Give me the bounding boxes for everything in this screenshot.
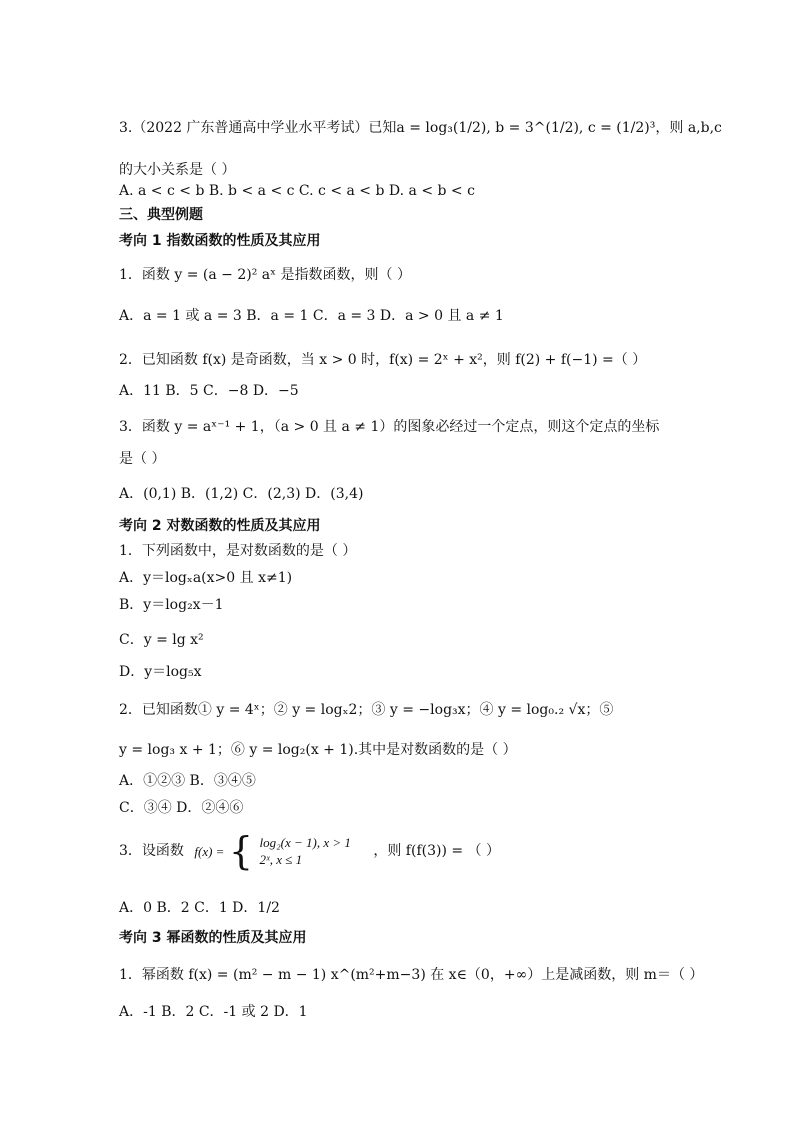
prev-q3-line1: 3.（2022 广东普通高中学业水平考试）已知a = log₃(1/2), b = 3^(1/2), c = (1/2)³，则 a,b,c — [119, 120, 722, 136]
topic2-q1: 1．下列函数中，是对数函数的是（ ） — [119, 543, 357, 559]
topic2-q3-piece1: log₂(x − 1), x > 1 — [259, 835, 351, 850]
piecewise-brace-icon: { — [228, 829, 254, 873]
topic2-q3-prefix: 3．设函数 — [119, 843, 184, 859]
topic3-q1-options: A．-1 B．2 C．-1 或 2 D．1 — [119, 1004, 308, 1020]
topic2-q3 — [119, 829, 501, 873]
topic2-q3-pieces — [260, 834, 351, 868]
topic2-title: 考向 2 对数函数的性质及其应用 — [119, 518, 321, 534]
topic2-q2-line1: 2．已知函数① y = 4ˣ；② y = logₓ2；③ y = −log₃x；④ y = log₀.₂ √x；⑤ — [119, 702, 614, 718]
topic2-q1-option-d: D．y＝log₅x — [119, 664, 202, 680]
topic2-q3-suffix: ，则 f(f(3)) = （ ） — [373, 843, 501, 859]
topic1-q1: 1．函数 y = (a − 2)² aˣ 是指数函数，则（ ） — [119, 267, 411, 283]
topic1-q3-line1: 3．函数 y = aˣ⁻¹ + 1，（a > 0 且 a ≠ 1）的图象必经过一个定点，则这个定点的坐标 — [119, 419, 660, 435]
topic2-q2-options-1: A．①②③ B．③④⑤ — [119, 773, 256, 789]
topic2-q3-piece2: 2ˣ, x ≤ 1 — [259, 852, 303, 867]
topic1-q2-options: A．11 B．5 C．−8 D．−5 — [119, 383, 299, 399]
topic3-title: 考向 3 幂函数的性质及其应用 — [119, 930, 307, 946]
topic2-q2-line2: y = log₃ x + 1；⑥ y = log₂(x + 1).其中是对数函数的是（ ） — [119, 742, 517, 758]
topic3-q1: 1．幂函数 f(x) = (m² − m − 1) x^(m²+m−3) 在 x∈（0，+∞）上是减函数，则 m＝（ ） — [119, 967, 704, 983]
topic1-title: 考向 1 指数函数的性质及其应用 — [119, 233, 321, 249]
topic2-q3-function — [194, 829, 351, 873]
topic2-q2-options-2: C．③④ D．②④⑥ — [119, 800, 244, 816]
topic2-q3-lhs: f(x) = — [194, 843, 225, 859]
topic2-q1-option-c: C．y = lg x² — [119, 632, 204, 648]
topic1-q2: 2．已知函数 f(x) 是奇函数，当 x > 0 时，f(x) = 2ˣ + x²，则 f(2) + f(−1) =（ ） — [119, 352, 647, 368]
topic1-q3-line2: 是（ ） — [119, 451, 166, 467]
prev-q3-line2: 的大小关系是（ ） — [119, 162, 236, 178]
topic2-q3-options: A．0 B．2 C．1 D．1/2 — [119, 900, 280, 916]
topic1-q3-options: A．(0,1) B．(1,2) C．(2,3) D．(3,4) — [119, 486, 364, 502]
prev-q3-options: A. a < c < b B. b < a < c C. c < a < b D. a < b < c — [119, 183, 475, 199]
section-title: 三、典型例题 — [119, 207, 203, 223]
topic1-q1-options: A．a = 1 或 a = 3 B．a = 1 C．a = 3 D．a > 0 且 a ≠ 1 — [119, 308, 504, 324]
topic2-q1-option-b: B．y＝log₂x－1 — [119, 597, 224, 613]
topic2-q1-option-a: A．y＝logₓa(x>0 且 x≠1) — [119, 570, 293, 586]
